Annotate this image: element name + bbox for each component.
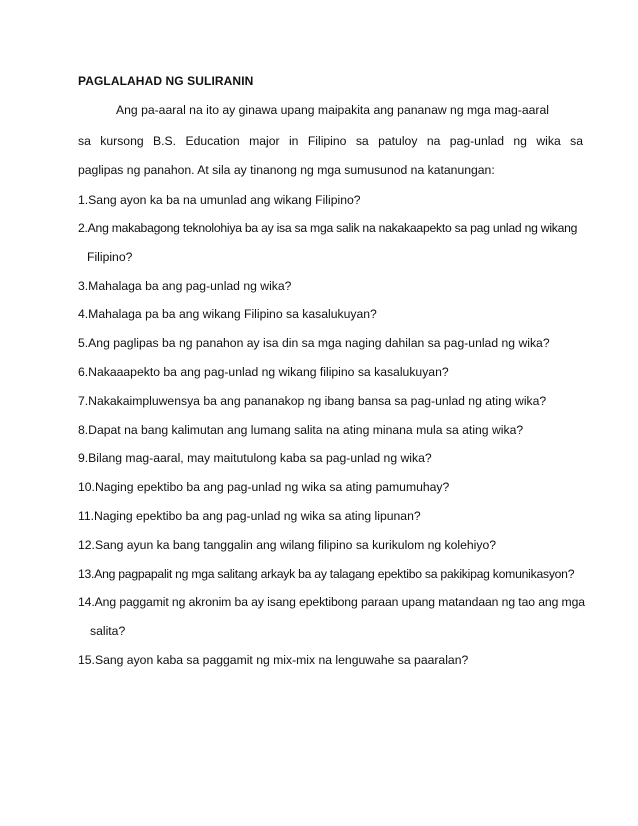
intro-line-1: Ang pa-aaral na ito ay ginawa upang maipakita ang pananaw ng mga mag-aaral — [116, 103, 549, 117]
question-14-continued: salita? — [90, 624, 126, 638]
question-7: 7.Nakakaimpluwensya ba ang pananakop ng ibang bansa sa pag-unlad ng ating wika? — [78, 394, 547, 408]
intro-line-2: sa kursong B.S. Education major in Filipino sa patuloy na pag-unlad ng wika sa — [78, 134, 583, 148]
question-2-continued: Filipino? — [87, 250, 133, 264]
question-3: 3.Mahalaga ba ang pag-unlad ng wika? — [78, 279, 292, 293]
question-1: 1.Sang ayon ka ba na umunlad ang wikang Filipino? — [78, 193, 361, 207]
question-9: 9.Bilang mag-aaral, may maitutulong kaba sa pag-unlad ng wika? — [78, 451, 432, 465]
intro-line-3: paglipas ng panahon. At sila ay tinanong ng mga sumusunod na katanungan: — [78, 163, 495, 177]
question-5: 5.Ang paglipas ba ng panahon ay isa din sa mga naging dahilan sa pag-unlad ng wika? — [78, 336, 550, 350]
question-8: 8.Dapat na bang kalimutan ang lumang salita na ating minana mula sa ating wika? — [78, 423, 524, 437]
question-15: 15.Sang ayon kaba sa paggamit ng mix-mix na lenguwahe sa paaralan? — [78, 653, 469, 667]
question-12: 12.Sang ayun ka bang tanggalin ang wilang filipino sa kurikulom ng kolehiyo? — [78, 538, 497, 552]
question-10: 10.Naging epektibo ba ang pag-unlad ng wika sa ating pamumuhay? — [78, 480, 450, 494]
question-4: 4.Mahalaga pa ba ang wikang Filipino sa kasalukuyan? — [78, 307, 377, 321]
section-heading: PAGLALAHAD NG SULIRANIN — [78, 74, 254, 88]
question-2: 2.Ang makabagong teknolohiya ba ay isa sa mga salik na nakakaapekto sa pag unlad ng wikang — [78, 221, 578, 235]
question-14: 14.Ang paggamit ng akronim ba ay isang epektibong paraan upang matandaan ng tao ang mga — [78, 595, 585, 609]
question-6: 6.Nakaaapekto ba ang pag-unlad ng wikang filipino sa kasalukuyan? — [78, 365, 449, 379]
question-11: 11.Naging epektibo ba ang pag-unlad ng wika sa ating lipunan? — [78, 509, 421, 523]
question-13: 13.Ang pagpapalit ng mga salitang arkayk ba ay talagang epektibo sa pakikipag komunikasyon? — [78, 567, 575, 581]
